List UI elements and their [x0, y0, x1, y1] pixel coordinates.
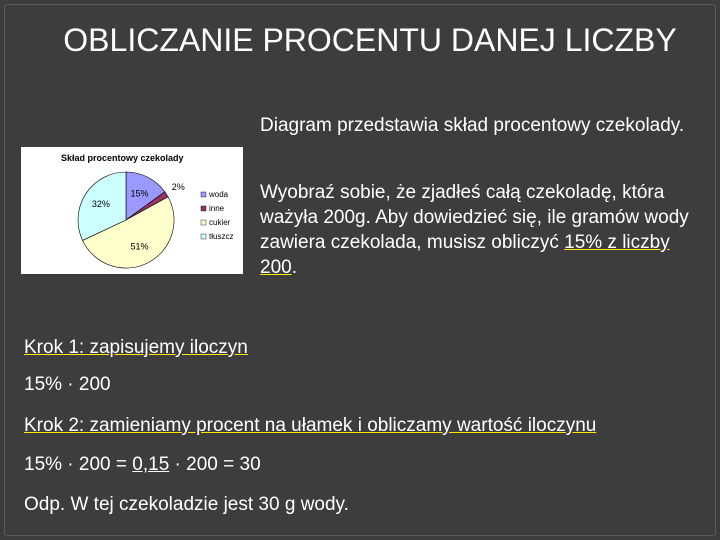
- legend-label-inne: inne: [209, 204, 225, 213]
- legend-swatch-tłuszcz: [201, 234, 206, 239]
- problem-text-main: Wyobraź sobie, że zjadłeś całą czekoladę, która ważyła 200g. Aby dowiedzieć się, ile gramów wody zawiera czekolada, musisz obliczyć: [260, 182, 689, 253]
- pie-chart-svg: [21, 147, 243, 274]
- pie-chart: [21, 147, 243, 274]
- slice-label-tłuszcz: 32%: [91, 199, 110, 210]
- step2-expression-start: 15% · 200 =: [24, 454, 133, 475]
- slice-label-cukier: 51%: [130, 241, 149, 252]
- step1-expression: 15% · 200: [24, 374, 111, 395]
- answer: Odp. W tej czekoladzie jest 30 g wody.: [24, 494, 349, 515]
- problem-text: [260, 180, 700, 280]
- legend-swatch-cukier: [201, 220, 206, 225]
- legend-swatch-inne: [201, 206, 206, 211]
- step2-expression: [24, 453, 261, 477]
- step1-label: Krok 1: zapisujemy iloczyn: [24, 337, 248, 358]
- legend-swatch-woda: [201, 192, 206, 197]
- decimal-fraction: 0,15: [132, 454, 170, 475]
- chart-description: Diagram przedstawia skład procentowy czekolady.: [260, 115, 685, 136]
- chart-title: Skład procentowy czekolady: [61, 153, 184, 163]
- slide-title: OBLICZANIE PROCENTU DANEJ LICZBY: [63, 22, 677, 58]
- slice-label-inne: 2%: [171, 181, 185, 192]
- step2-label: Krok 2: zamieniamy procent na ułamek i obliczamy wartość iloczynu: [24, 415, 597, 436]
- legend-label-woda: woda: [209, 190, 229, 199]
- legend-label-cukier: cukier: [209, 218, 231, 227]
- step2-expression-end: · 200 = 30: [169, 454, 261, 475]
- slice-label-woda: 15%: [130, 188, 149, 199]
- problem-text-end: .: [291, 257, 297, 278]
- legend-label-tłuszcz: tłuszcz: [209, 232, 234, 241]
- problem-highlight: 15% z liczby 200: [260, 232, 670, 278]
